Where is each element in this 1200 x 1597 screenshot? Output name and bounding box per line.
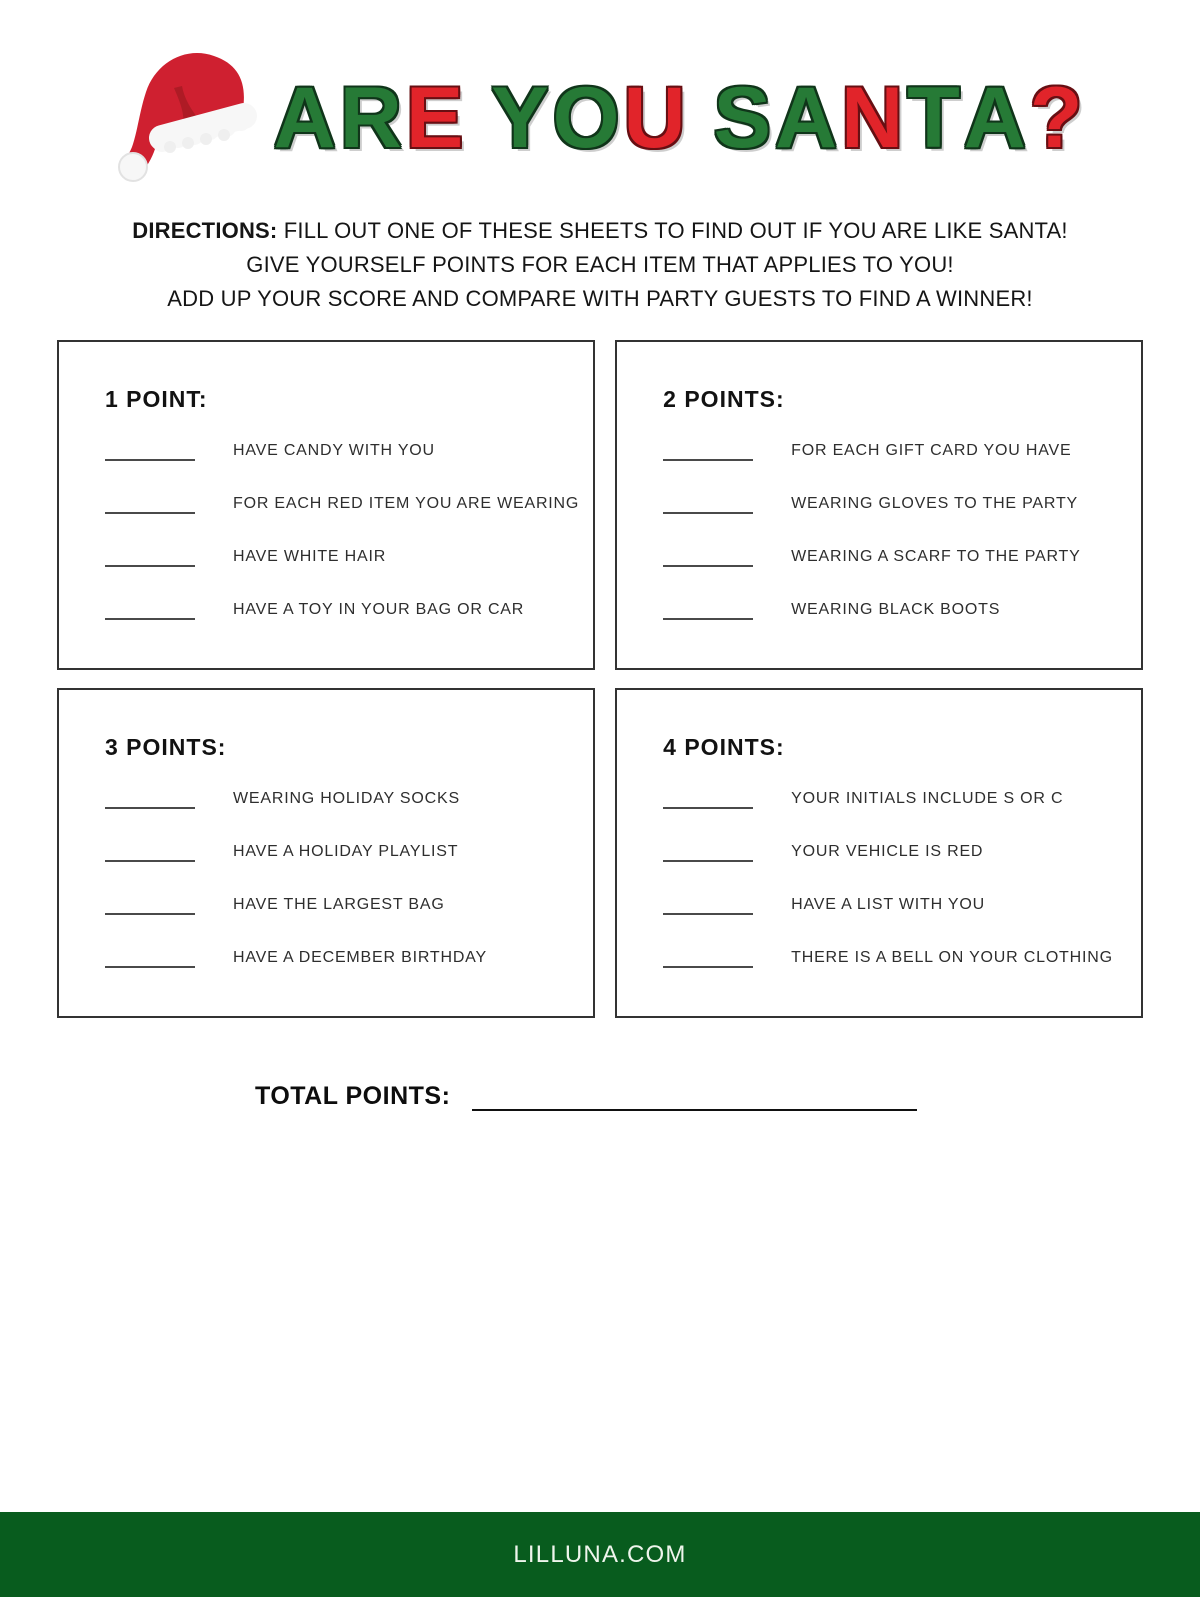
score-box-header: 3 POINTS:: [105, 734, 227, 760]
title-letter: N: [841, 70, 904, 166]
score-item: [105, 547, 579, 567]
score-item: [105, 895, 579, 915]
directions-line-1: DIRECTIONS: FILL OUT ONE OF THESE SHEETS TO FIND OUT IF YOU ARE LIKE SANTA!: [132, 218, 1068, 243]
score-box-4-points: [615, 688, 1143, 1018]
header: [0, 44, 1200, 192]
score-item: [663, 895, 1127, 915]
score-blank-line[interactable]: [663, 846, 753, 862]
score-box-1-point: [57, 340, 595, 670]
score-item: [105, 789, 579, 809]
score-item: [663, 441, 1127, 461]
title-letter: A: [273, 70, 336, 166]
score-blank-line[interactable]: [663, 793, 753, 809]
score-boxes-grid: [57, 340, 1143, 1018]
score-blank-line[interactable]: [105, 551, 195, 567]
score-item: [663, 842, 1127, 862]
score-blank-line[interactable]: [105, 846, 195, 862]
page-title: [272, 70, 1085, 166]
score-item-label: WEARING A SCARF TO THE PARTY: [791, 548, 1081, 565]
score-blank-line[interactable]: [663, 604, 753, 620]
title-letter: E: [405, 70, 464, 166]
score-box-items: [663, 441, 1127, 620]
score-item-label: FOR EACH RED ITEM YOU ARE WEARING: [233, 495, 580, 512]
score-item-label: WEARING GLOVES TO THE PARTY: [791, 495, 1079, 512]
score-box-items: [105, 789, 579, 968]
score-blank-line[interactable]: [105, 498, 195, 514]
santa-hat-icon: [116, 46, 266, 186]
title-letter: U: [623, 70, 686, 166]
score-item-label: HAVE THE LARGEST BAG: [233, 896, 445, 913]
score-item: [663, 600, 1127, 620]
score-item-label: HAVE WHITE HAIR: [233, 548, 387, 565]
score-item-label: HAVE A HOLIDAY PLAYLIST: [233, 843, 459, 860]
score-item: [105, 600, 579, 620]
score-blank-line[interactable]: [663, 551, 753, 567]
score-item-label: YOUR INITIALS INCLUDE S OR C: [791, 790, 1064, 807]
score-item: [663, 547, 1127, 567]
score-item-label: HAVE A LIST WITH YOU: [791, 896, 985, 913]
total-points-label: TOTAL POINTS:: [255, 1082, 451, 1110]
score-blank-line[interactable]: [105, 793, 195, 809]
score-blank-line[interactable]: [105, 952, 195, 968]
score-item-label: FOR EACH GIFT CARD YOU HAVE: [791, 442, 1072, 459]
score-item: [105, 948, 579, 968]
total-points-line[interactable]: [472, 1089, 917, 1111]
score-box-3-points: [57, 688, 595, 1018]
title-letter: S: [713, 70, 771, 166]
directions-label: DIRECTIONS:: [132, 218, 278, 243]
score-blank-line[interactable]: [663, 952, 753, 968]
title-letter: ?: [1029, 70, 1083, 166]
title-letter: O: [552, 70, 620, 166]
score-item: [663, 789, 1127, 809]
score-item: [105, 842, 579, 862]
footer-bar: [0, 1512, 1200, 1597]
score-item: [663, 948, 1127, 968]
score-item-label: THERE IS A BELL ON YOUR CLOTHING: [791, 949, 1113, 966]
score-blank-line[interactable]: [105, 445, 195, 461]
title-letter: A: [963, 70, 1026, 166]
directions-text: [0, 214, 1200, 316]
score-item: [105, 494, 579, 514]
score-box-2-points: [615, 340, 1143, 670]
directions-line-3: ADD UP YOUR SCORE AND COMPARE WITH PARTY GUESTS TO FIND A WINNER!: [167, 286, 1033, 311]
are-you-santa-sheet: [0, 44, 1200, 1568]
score-blank-line[interactable]: [663, 445, 753, 461]
score-blank-line[interactable]: [105, 604, 195, 620]
total-points-row: [255, 1082, 1200, 1111]
title-letter: R: [339, 70, 402, 166]
score-box-header: 2 POINTS:: [663, 386, 785, 412]
score-blank-line[interactable]: [663, 498, 753, 514]
title-letter: A: [774, 70, 838, 166]
score-item-label: HAVE CANDY WITH YOU: [233, 442, 435, 459]
score-box-items: [663, 789, 1127, 968]
footer-site-text: LILLUNA.COM: [513, 1540, 687, 1568]
score-blank-line[interactable]: [105, 899, 195, 915]
score-item-label: HAVE A TOY IN YOUR BAG OR CAR: [233, 601, 525, 618]
score-blank-line[interactable]: [663, 899, 753, 915]
score-item: [663, 494, 1127, 514]
score-item-label: YOUR VEHICLE IS RED: [791, 843, 984, 860]
score-item-label: WEARING HOLIDAY SOCKS: [233, 790, 460, 807]
score-box-header: 1 POINT:: [105, 386, 208, 412]
score-item-label: HAVE A DECEMBER BIRTHDAY: [233, 949, 487, 966]
score-item-label: WEARING BLACK BOOTS: [791, 601, 1001, 618]
score-box-header: 4 POINTS:: [663, 734, 785, 760]
score-item: [105, 441, 579, 461]
title-letter: T: [907, 70, 960, 166]
directions-line-2: GIVE YOURSELF POINTS FOR EACH ITEM THAT APPLIES TO YOU!: [246, 252, 954, 277]
title-letter: Y: [491, 70, 549, 166]
score-box-items: [105, 441, 579, 620]
